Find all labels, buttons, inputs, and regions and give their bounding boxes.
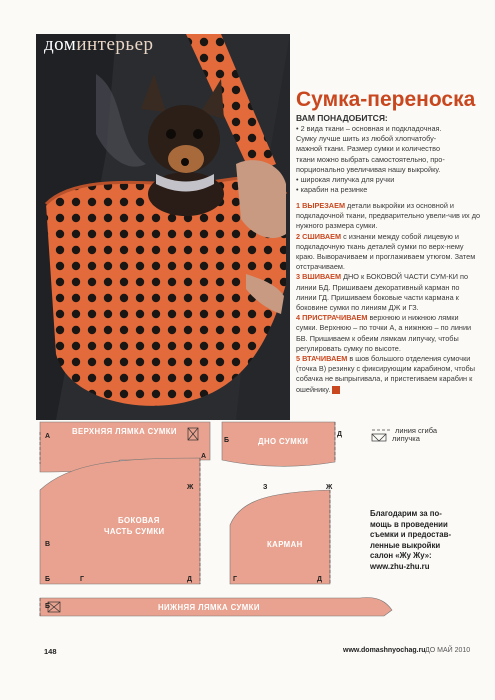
credit-text [370,509,480,572]
point-z-pocket: З [263,484,268,491]
step-verb: ВЫРЕЗАЕМ [302,201,346,210]
needs-line: порционально увеличивая нашу выкройку. [296,164,441,174]
needs-line: ткани можно выбрать самостоятельно, про- [296,154,445,164]
lower-strap-label: НИЖНЯЯ ЛЯМКА СУМКИ [158,603,260,612]
step-text: верхнюю и нижнюю лямки сумки. Верхнюю – по точки А, а нижнюю – по линии БВ. Пришиваем к обеим лямкам липучку, чтобы регулировать сумку по высоте. [296,313,472,353]
point-g-side: Г [80,576,84,583]
legend-velcro: липучка [392,434,420,443]
step-number: 1 [296,201,301,210]
point-zh-pocket: Ж [326,484,333,491]
point-b-lower: Б [45,603,51,610]
needs-line: • 2 вида ткани – основная и подкладочная. [296,124,442,133]
pocket-label: КАРМАН [267,540,303,549]
needs-line: • широкая липучка для ручки [296,175,395,185]
credit-line: мощь в проведении [370,519,448,529]
step-verb: ВШИВАЕМ [302,272,342,282]
step-4 [296,313,482,354]
credit-line: съемки и предостав- [370,530,452,539]
dog-in-sling-photo [36,34,290,420]
step-text: детали выкройки из основной и подкладочной ткани, предварительно увели-чив их до нужного размера сумки. [296,201,481,231]
side-part-label-line2: ЧАСТЬ СУМКИ [104,527,165,536]
needs-line: • карабин на резинке [296,185,368,195]
step-text: с изнанки между собой лицевую и подкладочную ткань деталей сумки по верх-нему краю. Выворачиваем и проглаживаем утюгом. Затем отстрачиваем. [296,231,476,272]
issue-label: ДО МАЙ 2010 [425,647,471,654]
point-v-side: В [45,541,51,548]
needs-heading: ВАМ ПОНАДОБИТСЯ: [296,113,388,123]
instruction-steps [296,201,482,395]
step-number: 5 [296,354,301,364]
step-verb: СШИВАЕМ [302,231,342,241]
step-2 [296,232,482,273]
step-verb: ВТАЧИВАЕМ [302,354,348,364]
end-of-article-icon [332,386,340,394]
point-d-bottom: Д [337,431,342,438]
credit-line: Благодарим за по- [370,509,442,518]
article-title: Сумка-переноска [296,88,476,111]
step-3 [296,272,482,313]
step-verb: ПРИСТРАЧИВАЕМ [302,313,368,323]
point-a-upper: А [45,433,51,440]
point-zh-side: Ж [187,484,194,491]
credit-line: www.zhu-zhu.ru [370,561,430,571]
upper-strap-label: ВЕРХНЯЯ ЛЯМКА СУМКИ [72,427,177,436]
point-g-pocket: Г [233,576,237,583]
step-number: 3 [296,272,301,282]
bottom-label: ДНО СУМКИ [258,437,309,446]
step-number: 2 [296,231,301,241]
needs-line: Сумку лучше шить из любой хлопчатобу- [296,134,437,144]
page-number: 148 [44,647,57,656]
step-text: в шов большого отделения сумочки (точка В) резинку с фиксирующим карабином, чтобы собачка не выпрыгивала, и пристегиваем карабин к ошейнику. [296,354,475,394]
point-a-side: А [201,453,207,460]
point-d-side: Д [187,576,192,583]
credit-line: салон «Жу Жу»: [370,551,432,560]
masthead-part2: интерьер [76,34,154,55]
pocket-piece [230,490,330,584]
credit-line: ленные выкройки [370,540,441,550]
step-1 [296,201,482,232]
point-b-side: Б [45,576,51,583]
side-part-label-line1: БОКОВАЯ [118,516,160,525]
magazine-section-title [44,34,154,56]
step-number: 4 [296,313,301,323]
needs-line: мажной ткани. Размер сумки и количество [296,144,441,154]
step-5 [296,354,482,395]
legend-fold-line: линия сгиба [395,426,438,435]
masthead-part1: дом [44,34,77,55]
point-b-bottom: Б [224,437,230,444]
magazine-url: www.domashnyochag.ru [343,647,426,654]
step-text: ДНО к БОКОВОЙ ЧАСТИ СУМ-КИ по линии БД. Пришиваем декоративный карман по линии ГД. Пришиваем боковые части кармана к боковине сумки по линиям ДЖ и ГЗ. [296,272,469,313]
point-d-pocket: Д [317,576,322,583]
needs-list [296,124,482,195]
